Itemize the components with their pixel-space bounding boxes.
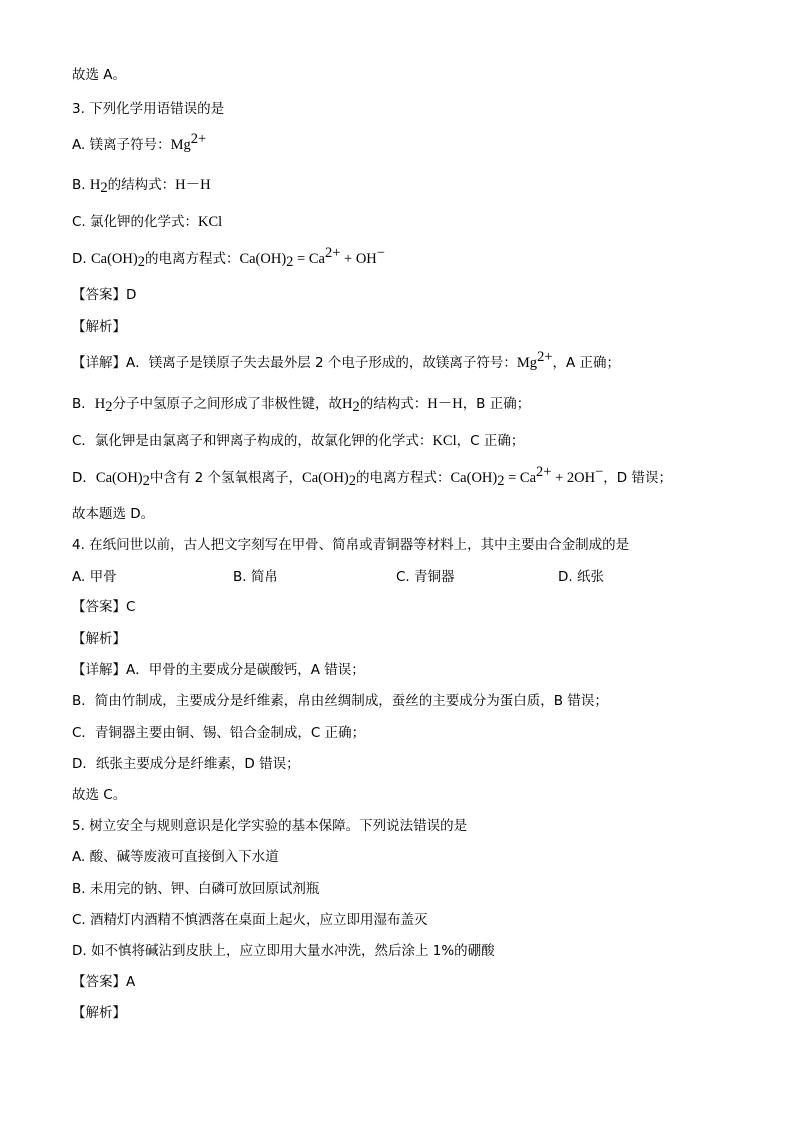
question-3-option-b: B. $H_2$的结构式：H－H <box>72 177 211 196</box>
detail-4-b: B．简由竹制成，主要成分是纤维素，帛由丝绸制成，蚕丝的主要成分为蛋白质，B 错误； <box>72 693 608 709</box>
question-5-option-a: A. 酸、碱等废液可直接倒入下水道 <box>72 849 279 865</box>
question-5-option-b: B. 未用完的钠、钾、白磷可放回原试剂瓶 <box>72 881 320 897</box>
detail-3-c: C．氯化钾是由氯离子和钾离子构成的，故氯化钾的化学式：KCl，C 正确； <box>72 433 525 449</box>
question-4-stem: 4. 在纸问世以前，古人把文字刻写在甲骨、简帛或青铜器等材料上，其中主要由合金制成的是 <box>72 537 630 553</box>
analysis-5-label: 【解析】 <box>72 1005 126 1021</box>
analysis-3-label: 【解析】 <box>72 319 126 335</box>
question-5-option-c: C. 酒精灯内酒精不慎洒落在桌面上起火，应立即用湿布盖灭 <box>72 912 428 928</box>
question-3-option-c: C. 氯化钾的化学式：KCl <box>72 214 223 230</box>
detail-3-a: 【详解】A．镁离子是镁原子失去最外层 2 个电子形成的，故镁离子符号：$Mg^{2+}$，A 正确； <box>72 349 621 371</box>
analysis-4-label: 【解析】 <box>72 631 126 647</box>
conclusion-4: 故选 C。 <box>72 787 127 803</box>
question-3-stem: 3. 下列化学用语错误的是 <box>72 101 225 117</box>
question-4-option-b: B. 简帛 <box>233 569 278 585</box>
question-5-option-d: D. 如不慎将碱沾到皮肤上，应立即用大量水冲洗，然后涂上 1%的硼酸 <box>72 943 495 959</box>
detail-4-a: 【详解】A．甲骨的主要成分是碳酸钙，A 错误； <box>72 662 365 678</box>
question-4-option-a: A. 甲骨 <box>72 569 117 585</box>
answer-3: 【答案】D <box>72 287 137 303</box>
detail-4-d: D．纸张主要成分是纤维素，D 错误； <box>72 756 300 772</box>
question-4-option-c: C. 青铜器 <box>396 569 455 585</box>
detail-3-d: D．$Ca(OH)_2$中含有 2 个氢氧根离子，$Ca(OH)_2$的电离方程式：$Ca(OH)_2 = Ca^{2+} + 2OH^-$，D 错误； <box>72 464 672 489</box>
detail-3-b: B．$H_2$分子中氢原子之间形成了非极性键，故$H_2$的结构式：H－H，B 正确； <box>72 396 531 415</box>
question-4-option-d: D. 纸张 <box>558 569 604 585</box>
answer-4: 【答案】C <box>72 599 136 615</box>
question-3-option-a: A. 镁离子符号：$Mg^{2+}$ <box>72 131 207 153</box>
answer-5: 【答案】A <box>72 974 136 990</box>
detail-4-c: C．青铜器主要由铜、锡、铅合金制成，C 正确； <box>72 725 366 741</box>
conclusion-3: 故本题选 D。 <box>72 506 155 522</box>
question-3-option-d: D. $Ca(OH)_2$的电离方程式：$Ca(OH)_2 = Ca^{2+} + OH^-$ <box>72 245 385 270</box>
question-5-stem: 5. 树立安全与规则意识是化学实验的基本保障。下列说法错误的是 <box>72 818 468 834</box>
conclusion-line: 故选 A。 <box>72 67 127 83</box>
